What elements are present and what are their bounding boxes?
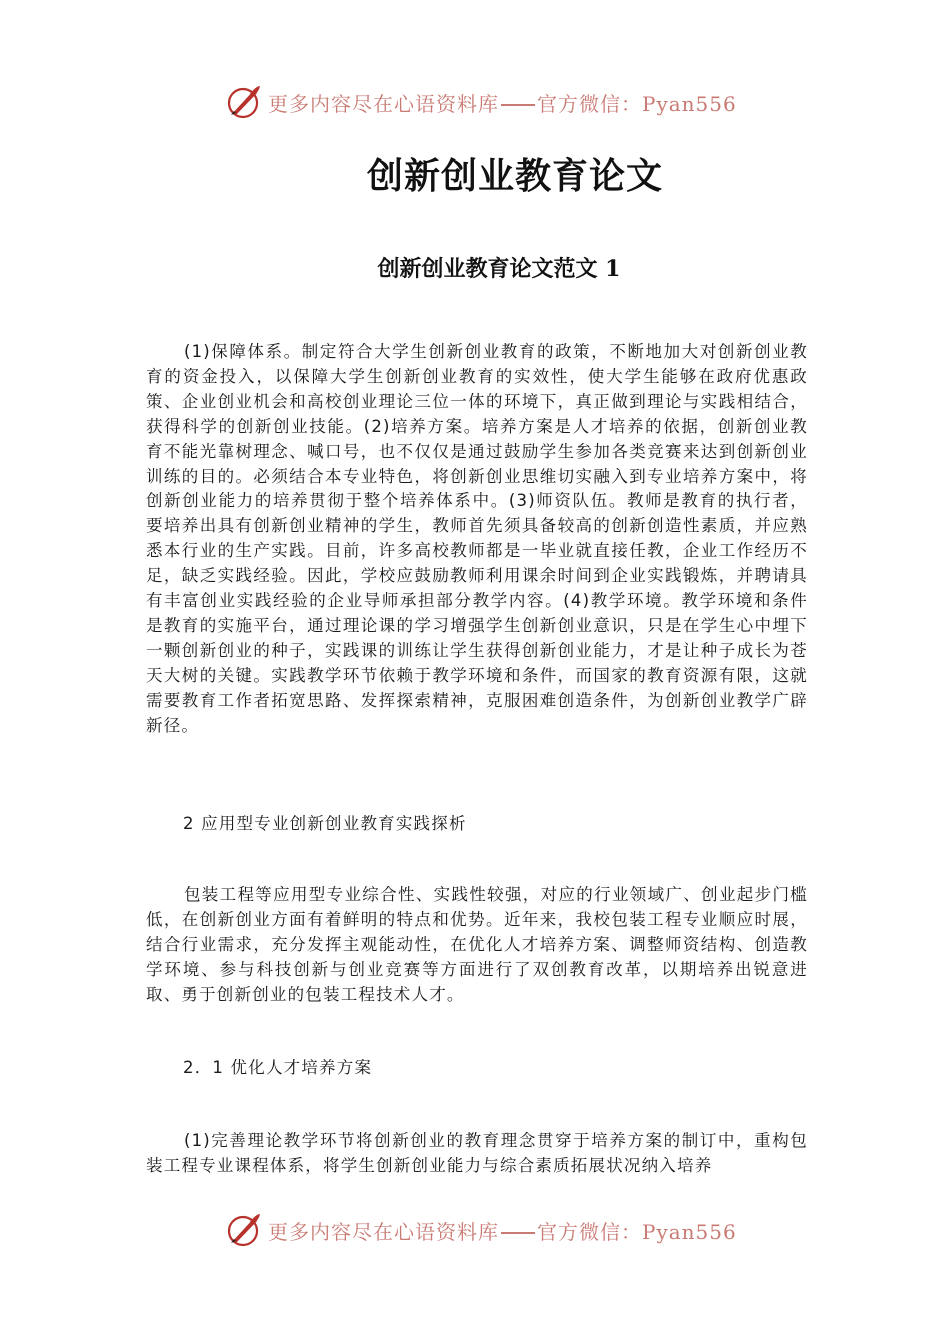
watermark-text: 更多内容尽在心语资料库 官方微信：Pyan556: [268, 1219, 737, 1244]
quill-logo-icon: [226, 84, 262, 120]
document-title: 创新创业教育论文: [366, 155, 663, 197]
watermark-text: 更多内容尽在心语资料库 官方微信：Pyan556: [268, 91, 737, 116]
subsection-heading: 2．1 优化人才培养方案: [183, 1058, 373, 1077]
section-heading: 2 应用型专业创新创业教育实践探析: [183, 814, 467, 833]
body-paragraph: (1)完善理论教学环节将创新创业的教育理念贯穿于培养方案的制订中，重构包装工程专业课程体系，将学生创新创业能力与综合素质拓展状况纳入培养: [146, 1131, 808, 1175]
quill-logo-icon: [226, 1212, 262, 1248]
watermark-banner-top: [226, 82, 737, 122]
body-paragraph: 包装工程等应用型专业综合性、实践性较强，对应的行业领域广、创业起步门槛低，在创新创业方面有着鲜明的特点和优势。近年来，我校包装工程专业顺应时展，结合行业需求，充分发挥主观能动性，在优化人才培养方案、调整师资结构、创造教学环境、参与科技创新与创业竞赛等方面进行了双创教育改革，以期培养出锐意进取、勇于创新创业的包装工程技术人才。: [146, 885, 808, 1004]
body-paragraph: (1)保障体系。制定符合大学生创新创业教育的政策，不断地加大对创新创业教育的资金投入，以保障大学生创新创业教育的实效性，使大学生能够在政府优惠政策、企业创业机会和高校创业理论三位一体的环境下，真正做到理论与实践相结合，获得科学的创新创业技能。(2)培养方案。培养方案是人才培养的依据，创新创业教育不能光靠树理念、喊口号，也不仅仅是通过鼓励学生参加各类竞赛来达到创新创业训练的目的。必须结合本专业特色，将创新创业思维切实融入到专业培养方案中，将创新创业能力的培养贯彻于整个培养体系中。(3)师资队伍。教师是教育的执行者，要培养出具有创新创业精神的学生，教师首先须具备较高的创新创造性素质，并应熟悉本行业的生产实践。目前，许多高校教师都是一毕业就直接任教，企业工作经历不足，缺乏实践经验。因此，学校应鼓励教师利用课余时间到企业实践锻炼，并聘请具有丰富创业实践经验的企业导师承担部分教学内容。(4)教学环境。教学环境和条件是教育的实施平台，通过理论课的学习增强学生创新创业意识，只是在学生心中埋下一颗创新创业的种子，实践课的训练让学生获得创新创业能力，才是让种子成长为苍天大树的关键。实践教学环节依赖于教学环境和条件，而国家的教育资源有限，这就需要教育工作者拓宽思路、发挥探索精神，克服困难创造条件，为创新创业教学广辟新径。: [146, 342, 808, 735]
watermark-banner-bottom: [226, 1210, 737, 1250]
document-subtitle: 创新创业教育论文范文 1: [377, 256, 621, 282]
